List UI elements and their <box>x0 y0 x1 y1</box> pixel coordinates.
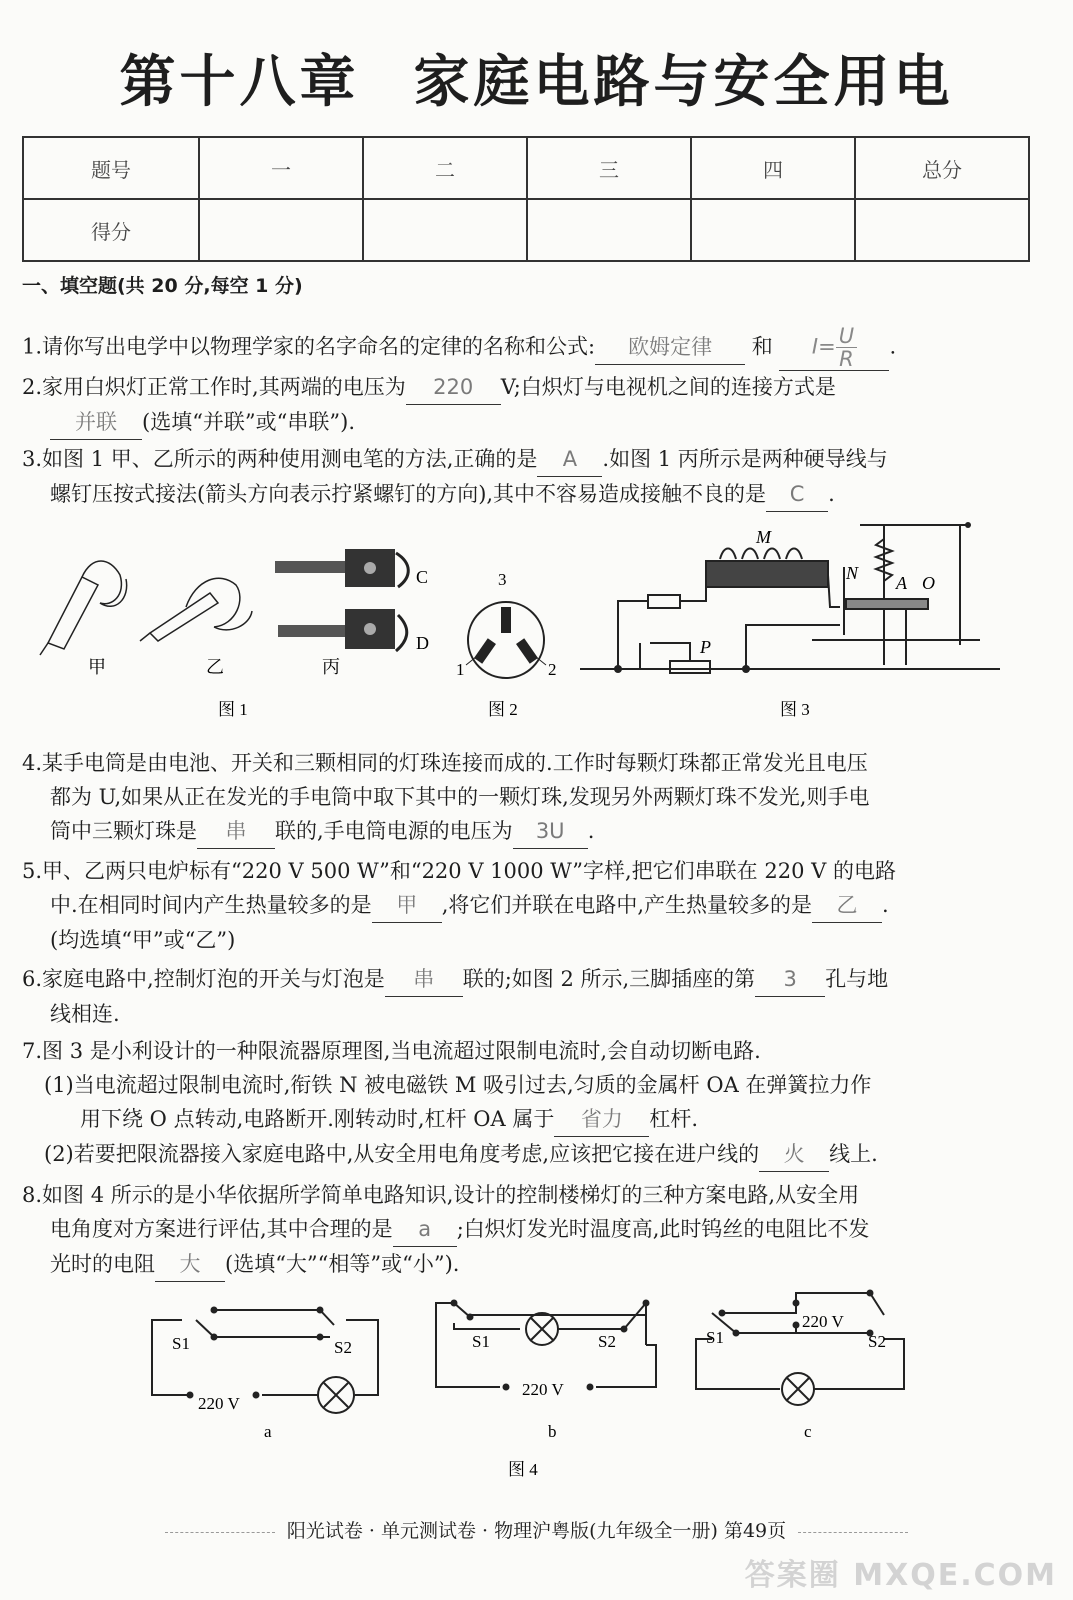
fig2-three-pin-socket <box>466 602 546 678</box>
fig3-terminal <box>965 522 971 528</box>
score-cell <box>691 199 855 261</box>
watermark-logo: 答案圈 MXQE.COM <box>744 1558 1057 1593</box>
q6-answer-1: 串 <box>385 962 463 997</box>
q5-answer-1: 甲 <box>372 888 442 923</box>
fig1-label-c: C <box>416 567 429 587</box>
fig1-label-jia: 甲 <box>88 657 106 677</box>
question-4: 4.某手电筒是由电池、开关和三颗相同的灯珠连接而成的.工作时每颗灯珠都正常发光且电压 都为 U,如果从正在发光的手电筒中取下其中的一颗灯珠,发现另外两颗灯珠不发光,则手电 筒中三颗灯珠是 串 联的,手电筒电源的电压为 3U . <box>22 746 1032 849</box>
fig4a-s2: S2 <box>334 1338 352 1357</box>
fig3-junction <box>614 665 622 673</box>
header-cell: 三 <box>527 137 691 199</box>
footer-text: 阳光试卷 · 单元测试卷 · 物理沪粤版(九年级全一册) 第49页 <box>286 1520 787 1542</box>
question-8: 8.如图 4 所示的是小华依据所学简单电路知识,设计的控制楼梯灯的三种方案电路,从安全用 电角度对方案进行评估,其中合理的是 a ;白炽灯发光时温度高,此时钨丝的电阻比不发 光时的电阻 大 (选填“大”“相等”或“小”). <box>22 1178 1032 1282</box>
header-cell: 一 <box>199 137 363 199</box>
fig4c-s1: S1 <box>706 1328 724 1347</box>
fig4b-label: b <box>548 1422 557 1441</box>
q1-answer-1: 欧姆定律 <box>595 330 745 365</box>
fig3-junction <box>742 665 750 673</box>
fig4b-voltage: 220 V <box>522 1380 564 1399</box>
fig3-label-o: O <box>922 573 935 593</box>
header-cell: 四 <box>691 137 855 199</box>
fig4c-label: c <box>804 1422 812 1441</box>
score-cell <box>855 199 1029 261</box>
section-heading: 一、填空题(共 20 分,每空 1 分) <box>22 275 303 297</box>
fig3-caption: 图 3 <box>780 700 810 719</box>
q3-answer-2: C <box>766 477 828 512</box>
fig1-tester-pen-yi <box>140 578 252 641</box>
q4-answer-1: 串 <box>197 814 275 849</box>
q7-answer-2: 火 <box>759 1137 829 1172</box>
score-cell <box>527 199 691 261</box>
score-cell <box>199 199 363 261</box>
score-value-row <box>23 199 1029 261</box>
fig4a-voltage: 220 V <box>198 1394 240 1413</box>
score-header-row <box>23 137 1029 199</box>
question-7: 7.图 3 是小利设计的一种限流器原理图,当电流超过限制电流时,会自动切断电路. (1)当电流超过限制电流时,衔铁 N 被电磁铁 M 吸引过去,匀质的金属杆 OA 在弹簧拉力作 用下绕 O 点转动,电路断开.刚转动时,杠杆 OA 属于 省力 杠杆. (2)若要把限流器接入家庭电路中,从安全用电角度考虑,应该把它接在进户线的 火 线上. <box>22 1034 1032 1172</box>
q7-answer-1: 省力 <box>554 1102 649 1137</box>
fig3-label-p: P <box>700 637 711 657</box>
q5-answer-2: 乙 <box>812 888 882 923</box>
q1-answer-2: I= $\frac{U}{R}$ <box>779 325 889 371</box>
q6-answer-2: 3 <box>755 962 825 997</box>
fig3-label-n: N <box>846 563 859 583</box>
fig4-caption: 图 4 <box>508 1460 538 1479</box>
fig4c-s2: S2 <box>868 1332 886 1351</box>
fig2-caption: 图 2 <box>488 700 518 719</box>
fig3-label-a: A <box>896 573 907 593</box>
fig4a-s1: S1 <box>172 1334 190 1353</box>
fig3-label-m: M <box>756 527 771 547</box>
question-5: 5.甲、乙两只电炉标有“220 V 500 W”和“220 V 1000 W”字样,把它们串联在 220 V 的电路 中.在相同时间内产生热量较多的是 甲 ,将它们并联在电路中,产生热量较多的是 乙 . (均选填“甲”或“乙”) <box>22 859 896 952</box>
fig1-wire-connections-bing <box>275 549 408 651</box>
question-2: 2.家用白炽灯正常工作时,其两端的电压为 220 V;白炽灯与电视机之间的连接方式是 并联 (选填“并联”或“串联”). <box>22 370 1032 440</box>
fig1-label-bing: 丙 <box>322 657 340 677</box>
fig4a-label: a <box>264 1422 272 1441</box>
page-title <box>0 38 1073 118</box>
chapter-name: 家庭电路与安全用电 <box>413 50 954 115</box>
header-cell: 题号 <box>23 137 199 199</box>
question-3: 3.如图 1 甲、乙所示的两种使用测电笔的方法,正确的是 A .如图 1 丙所示是两种硬导线与 螺钉压按式接法(箭头方向表示拧紧螺钉的方向),其中不容易造成接触不良的是 C . <box>22 442 1032 512</box>
fig4b-s1: S1 <box>472 1332 490 1351</box>
q4-answer-2: 3U <box>513 814 588 849</box>
q2-answer-1: 220 <box>406 370 501 405</box>
fig3-current-limiter-circuit <box>580 525 1000 673</box>
header-cell: 二 <box>363 137 527 199</box>
fig4b-s2: S2 <box>598 1332 616 1351</box>
q1-text: 1.请你写出电学中以物理学家的名字命名的定律的名称和公式: <box>22 334 596 359</box>
page-footer <box>0 1516 1073 1543</box>
fig2-hole-3: 3 <box>498 570 507 589</box>
q8-answer-2: 大 <box>155 1247 225 1282</box>
question-1: 1.请你写出电学中以物理学家的名字命名的定律的名称和公式: 欧姆定律 和 I= $\frac{U}{R}$ . <box>22 324 897 371</box>
header-cell: 总分 <box>855 137 1029 199</box>
fig2-hole-2: 2 <box>548 660 557 679</box>
q1-text-b: 和 <box>751 334 773 359</box>
fig4c-voltage: 220 V <box>802 1312 844 1331</box>
q8-answer-1: a <box>393 1212 457 1247</box>
score-table <box>22 136 1030 262</box>
question-6: 6.家庭电路中,控制灯泡的开关与灯泡是 串 联的;如图 2 所示,三脚插座的第 3 孔与地 线相连. <box>22 962 1032 1031</box>
fig1-label-d: D <box>416 633 429 653</box>
fig1-label-yi: 乙 <box>206 657 224 677</box>
figures-1-2-3 <box>0 515 1073 730</box>
score-row-label: 得分 <box>23 199 199 261</box>
score-cell <box>363 199 527 261</box>
q2-answer-2: 并联 <box>50 405 142 440</box>
fig4-circuit-a <box>152 1310 378 1413</box>
chapter-number: 第十八章 <box>119 50 360 115</box>
fig1-caption: 图 1 <box>218 700 248 719</box>
q3-answer-1: A <box>537 442 602 477</box>
fig2-hole-1: 1 <box>456 660 465 679</box>
fig1-tester-pen-jia <box>40 561 127 655</box>
figure-4-stair-light-circuits <box>0 1285 1073 1485</box>
